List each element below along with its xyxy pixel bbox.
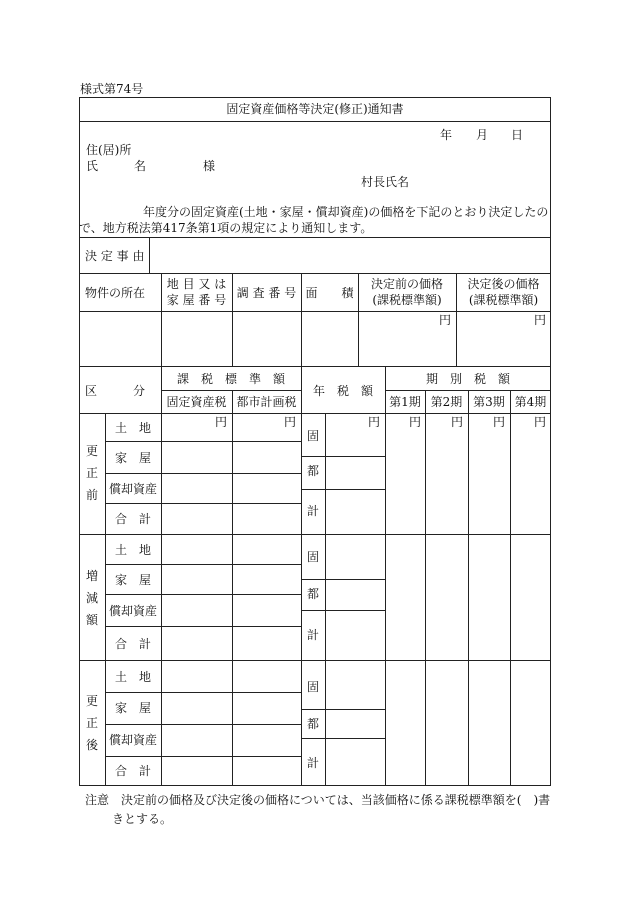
row-label-land: 土 地 xyxy=(114,670,151,684)
price-before-header-2: (課税標準額) xyxy=(372,293,442,307)
date-day: 日 xyxy=(511,128,524,142)
yen-unit: 円 xyxy=(214,415,227,429)
annual-label-total: 計 xyxy=(306,628,319,642)
yen-unit: 円 xyxy=(533,415,546,429)
body-text-line1: 年度分の固定資産(土地・家屋・償却資産)の価格を下記のとおり決定したの xyxy=(143,205,549,219)
decision-matter-label: 決 定 事 由 xyxy=(85,249,145,263)
annual-label-fixed: 固 xyxy=(306,680,319,694)
period-2-header: 第2期 xyxy=(430,395,463,409)
yen-unit: 円 xyxy=(450,415,463,429)
row-label-house: 家 屋 xyxy=(114,573,151,587)
row-label-land: 土 地 xyxy=(114,543,151,557)
row-label-house: 家 屋 xyxy=(114,701,151,715)
address-label: 住(居)所 xyxy=(86,143,132,157)
annual-label-fixed: 固 xyxy=(306,550,319,564)
row-label-depreciable: 償却資産 xyxy=(108,604,157,618)
yen-unit: 円 xyxy=(408,415,421,429)
city-planning-tax-header: 都市計画税 xyxy=(236,395,297,409)
area-header: 面 積 xyxy=(305,286,354,300)
row-label-total: 合 計 xyxy=(114,637,151,651)
fixed-asset-tax-header: 固定資産税 xyxy=(166,395,227,409)
annual-label-total: 計 xyxy=(306,504,319,518)
period-3-header: 第3期 xyxy=(473,395,505,409)
group-label-after: 更 正 後 xyxy=(85,694,98,752)
group-label-before: 更 正 前 xyxy=(85,444,98,502)
location-header: 物件の所在 xyxy=(85,286,146,300)
form-title: 固定資産価格等決定(修正)通知書 xyxy=(226,102,404,116)
survey-number-header: 調 査 番 号 xyxy=(236,286,297,300)
row-label-total: 合 計 xyxy=(114,764,151,778)
issuer-label: 村長氏名 xyxy=(361,175,410,189)
date-year: 年 xyxy=(440,128,453,142)
annual-label-total: 計 xyxy=(306,756,319,770)
annual-tax-header: 年 税 額 xyxy=(312,384,373,398)
annual-label-fixed: 固 xyxy=(306,429,319,443)
row-label-house: 家 屋 xyxy=(114,451,151,465)
caution-note xyxy=(85,791,550,829)
land-category-header-2: 家 屋 番 号 xyxy=(166,293,227,307)
sama-label: 様 xyxy=(203,159,216,173)
annual-label-city: 都 xyxy=(306,464,319,478)
yen-unit: 円 xyxy=(438,313,451,327)
caution-line2: きとする。 xyxy=(112,812,173,826)
row-label-land: 土 地 xyxy=(114,421,151,435)
yen-unit: 円 xyxy=(283,415,296,429)
body-text-line2: で、地方税法第417条第1項の規定により通知します。 xyxy=(79,221,373,235)
row-label-depreciable: 償却資産 xyxy=(108,482,157,496)
price-before-header-1: 決定前の価格 xyxy=(370,277,443,291)
yen-unit: 円 xyxy=(533,313,546,327)
tax-base-header: 課 税 標 準 額 xyxy=(176,372,285,386)
annual-label-city: 都 xyxy=(306,717,319,731)
period-4-header: 第4期 xyxy=(514,395,547,409)
period-1-header: 第1期 xyxy=(389,395,421,409)
yen-unit: 円 xyxy=(492,415,505,429)
yen-unit: 円 xyxy=(367,415,380,429)
periodic-tax-header: 期 別 税 額 xyxy=(425,372,510,386)
row-label-total: 合 計 xyxy=(114,512,151,526)
annual-label-city: 都 xyxy=(306,587,319,601)
caution-line1: 注意 決定前の価格及び決定後の価格については、当該価格に係る課税標準額を( )書 xyxy=(85,793,551,807)
notice-form xyxy=(79,97,551,786)
form-number: 様式第74号 xyxy=(80,82,144,96)
name-label: 氏 名 xyxy=(86,159,147,173)
date-month: 月 xyxy=(476,128,489,142)
price-after-header-1: 決定後の価格 xyxy=(467,277,540,291)
division-header: 区 分 xyxy=(85,384,146,398)
land-category-header-1: 地 目 又 は xyxy=(166,277,227,291)
price-after-header-2: (課税標準額) xyxy=(468,293,539,307)
row-label-depreciable: 償却資産 xyxy=(108,733,157,747)
group-label-change: 増 減 額 xyxy=(85,569,98,627)
